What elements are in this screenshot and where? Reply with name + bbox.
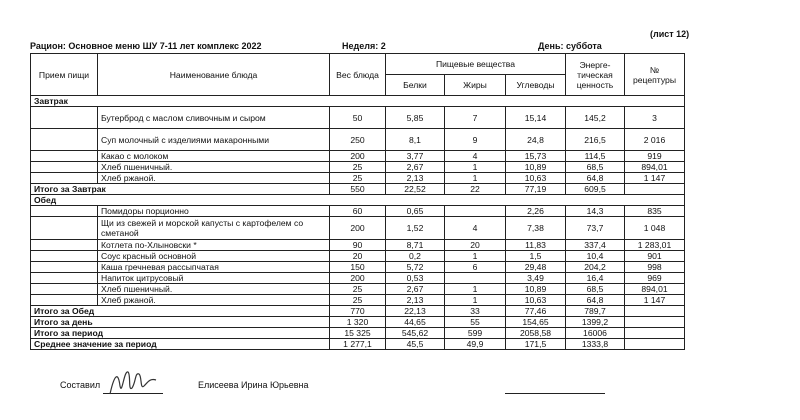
cell-fat: 9 (445, 129, 506, 151)
cell-carbs: 7,38 (506, 217, 566, 240)
signature-label: Составил (60, 380, 101, 390)
table-row (31, 162, 685, 173)
cell-energy: 14,3 (566, 206, 625, 217)
cell-fat (445, 206, 506, 217)
ration-title: Рацион: Основное меню ШУ 7-11 лет комплекс 2022 (30, 41, 262, 51)
cell-carbs: 10,89 (506, 284, 566, 295)
signatory-name: Елисеева Ирина Юрьевна (198, 380, 309, 390)
cell-recipe: 901 (625, 251, 685, 262)
cell-recipe: 835 (625, 206, 685, 217)
cell-carbs: 15,73 (506, 151, 566, 162)
cell-recipe: 998 (625, 262, 685, 273)
total-label: Итого за Обед (31, 306, 330, 317)
table-header-row (31, 54, 685, 75)
cell-protein: 3,77 (386, 151, 445, 162)
total-protein: 45,5 (386, 339, 445, 350)
total-protein: 22,52 (386, 184, 445, 195)
meal-cell (31, 162, 98, 173)
total-fat: 55 (445, 317, 506, 328)
total-energy: 1399,2 (566, 317, 625, 328)
cell-weight: 25 (330, 173, 386, 184)
col-meal: Прием пищи (31, 54, 98, 96)
col-weight: Вес блюда (330, 54, 386, 96)
cell-weight: 150 (330, 262, 386, 273)
table-row (31, 206, 685, 217)
cell-fat: 1 (445, 284, 506, 295)
cell-fat: 1 (445, 251, 506, 262)
cell-recipe: 1 283,01 (625, 240, 685, 251)
section-row-lunch (31, 195, 685, 206)
table-row (31, 251, 685, 262)
cell-protein: 5,85 (386, 107, 445, 129)
cell-protein: 2,67 (386, 284, 445, 295)
dish-name: Щи из свежей и морской капусты с картофелем со сметаной (98, 217, 330, 240)
section-label: Обед (31, 195, 685, 206)
dish-name: Какао с молоком (98, 151, 330, 162)
cell-carbs: 1,5 (506, 251, 566, 262)
col-fat: Жиры (445, 75, 506, 96)
cell-weight: 25 (330, 162, 386, 173)
dish-name: Хлеб пшеничный. (98, 162, 330, 173)
col-energy: Энерге-тическая ценность (566, 54, 625, 96)
table-row (31, 295, 685, 306)
meal-cell (31, 107, 98, 129)
dish-name: Каша гречневая рассыпчатая (98, 262, 330, 273)
total-recipe (625, 328, 685, 339)
meal-cell (31, 129, 98, 151)
col-protein: Белки (386, 75, 445, 96)
cell-fat: 4 (445, 217, 506, 240)
total-energy: 609,5 (566, 184, 625, 195)
total-row (31, 184, 685, 195)
cell-energy: 68,5 (566, 162, 625, 173)
menu-table (30, 53, 685, 350)
cell-energy: 114,5 (566, 151, 625, 162)
cell-weight: 250 (330, 129, 386, 151)
total-row (31, 339, 685, 350)
cell-fat: 4 (445, 151, 506, 162)
cell-carbs: 24,8 (506, 129, 566, 151)
cell-carbs: 29,48 (506, 262, 566, 273)
total-weight: 15 325 (330, 328, 386, 339)
meal-cell (31, 251, 98, 262)
cell-energy: 68,5 (566, 284, 625, 295)
cell-weight: 200 (330, 151, 386, 162)
cell-protein: 0,53 (386, 273, 445, 284)
dish-name: Хлеб пшеничный. (98, 284, 330, 295)
cell-energy: 204,2 (566, 262, 625, 273)
dish-name: Котлета по-Хлыновски * (98, 240, 330, 251)
cell-protein: 0,65 (386, 206, 445, 217)
cell-protein: 2,13 (386, 295, 445, 306)
total-label: Итого за период (31, 328, 330, 339)
dish-name: Хлеб ржаной. (98, 295, 330, 306)
cell-weight: 200 (330, 217, 386, 240)
total-carbs: 77,19 (506, 184, 566, 195)
dish-name: Хлеб ржаной. (98, 173, 330, 184)
total-protein: 545,62 (386, 328, 445, 339)
meal-cell (31, 262, 98, 273)
table-row (31, 107, 685, 129)
section-row-breakfast (31, 96, 685, 107)
total-weight: 1 277,1 (330, 339, 386, 350)
table-row (31, 129, 685, 151)
signature-image (104, 366, 164, 398)
total-fat: 599 (445, 328, 506, 339)
table-row (31, 217, 685, 240)
cell-fat: 1 (445, 295, 506, 306)
cell-weight: 90 (330, 240, 386, 251)
total-fat: 33 (445, 306, 506, 317)
total-energy: 1333,8 (566, 339, 625, 350)
date-line (505, 393, 605, 394)
total-carbs: 77,46 (506, 306, 566, 317)
cell-carbs: 10,89 (506, 162, 566, 173)
day-label: День: суббота (538, 41, 602, 51)
meal-cell (31, 273, 98, 284)
total-row (31, 317, 685, 328)
cell-carbs: 11,83 (506, 240, 566, 251)
meal-cell (31, 217, 98, 240)
total-weight: 1 320 (330, 317, 386, 328)
col-nutrients: Пищевые вещества (386, 54, 566, 75)
total-protein: 22,13 (386, 306, 445, 317)
cell-protein: 1,52 (386, 217, 445, 240)
cell-energy: 16,4 (566, 273, 625, 284)
cell-energy: 10,4 (566, 251, 625, 262)
cell-weight: 25 (330, 284, 386, 295)
cell-carbs: 2,26 (506, 206, 566, 217)
total-row (31, 306, 685, 317)
total-energy: 16006 (566, 328, 625, 339)
meal-cell (31, 284, 98, 295)
total-fat: 49,9 (445, 339, 506, 350)
cell-protein: 8,1 (386, 129, 445, 151)
cell-weight: 50 (330, 107, 386, 129)
cell-recipe: 1 147 (625, 295, 685, 306)
dish-name: Напиток цитрусовый (98, 273, 330, 284)
total-recipe (625, 339, 685, 350)
total-label: Итого за день (31, 317, 330, 328)
cell-recipe: 1 048 (625, 217, 685, 240)
cell-protein: 2,13 (386, 173, 445, 184)
cell-energy: 73,7 (566, 217, 625, 240)
table-row (31, 173, 685, 184)
cell-energy: 216,5 (566, 129, 625, 151)
cell-protein: 2,67 (386, 162, 445, 173)
table-row (31, 273, 685, 284)
sheet-number: (лист 12) (650, 29, 690, 39)
dish-name: Бутерброд с маслом сливочным и сыром (98, 107, 330, 129)
total-label: Итого за Завтрак (31, 184, 330, 195)
section-label: Завтрак (31, 96, 685, 107)
cell-recipe: 2 016 (625, 129, 685, 151)
dish-name: Соус красный основной (98, 251, 330, 262)
table-row (31, 240, 685, 251)
total-recipe (625, 317, 685, 328)
total-row (31, 328, 685, 339)
cell-weight: 60 (330, 206, 386, 217)
cell-energy: 145,2 (566, 107, 625, 129)
cell-energy: 337,4 (566, 240, 625, 251)
table-row (31, 284, 685, 295)
cell-carbs: 3,49 (506, 273, 566, 284)
cell-recipe: 919 (625, 151, 685, 162)
cell-energy: 64,8 (566, 295, 625, 306)
meal-cell (31, 151, 98, 162)
table-row (31, 151, 685, 162)
total-energy: 789,7 (566, 306, 625, 317)
total-protein: 44,65 (386, 317, 445, 328)
cell-recipe: 894,01 (625, 162, 685, 173)
cell-weight: 20 (330, 251, 386, 262)
cell-energy: 64,8 (566, 173, 625, 184)
cell-protein: 0,2 (386, 251, 445, 262)
total-fat: 22 (445, 184, 506, 195)
cell-fat: 20 (445, 240, 506, 251)
cell-recipe: 3 (625, 107, 685, 129)
dish-name: Суп молочный с изделиями макаронными (98, 129, 330, 151)
cell-recipe: 894,01 (625, 284, 685, 295)
total-label: Среднее значение за период (31, 339, 330, 350)
week-label: Неделя: 2 (342, 41, 386, 51)
dish-name: Помидоры порционно (98, 206, 330, 217)
cell-carbs: 10,63 (506, 295, 566, 306)
meal-cell (31, 240, 98, 251)
cell-fat (445, 273, 506, 284)
cell-recipe: 1 147 (625, 173, 685, 184)
cell-fat: 1 (445, 173, 506, 184)
cell-protein: 5,72 (386, 262, 445, 273)
total-carbs: 154,65 (506, 317, 566, 328)
table-row (31, 262, 685, 273)
cell-carbs: 15,14 (506, 107, 566, 129)
cell-fat: 1 (445, 162, 506, 173)
meal-cell (31, 295, 98, 306)
total-recipe (625, 306, 685, 317)
meal-cell (31, 173, 98, 184)
cell-carbs: 10,63 (506, 173, 566, 184)
col-carbs: Углеводы (506, 75, 566, 96)
col-dish: Наименование блюда (98, 54, 330, 96)
total-weight: 770 (330, 306, 386, 317)
cell-recipe: 969 (625, 273, 685, 284)
cell-fat: 6 (445, 262, 506, 273)
total-weight: 550 (330, 184, 386, 195)
total-carbs: 2058,58 (506, 328, 566, 339)
cell-protein: 8,71 (386, 240, 445, 251)
cell-weight: 200 (330, 273, 386, 284)
cell-weight: 25 (330, 295, 386, 306)
total-carbs: 171,5 (506, 339, 566, 350)
cell-fat: 7 (445, 107, 506, 129)
col-recipe: № рецептуры (625, 54, 685, 96)
total-recipe (625, 184, 685, 195)
meal-cell (31, 206, 98, 217)
